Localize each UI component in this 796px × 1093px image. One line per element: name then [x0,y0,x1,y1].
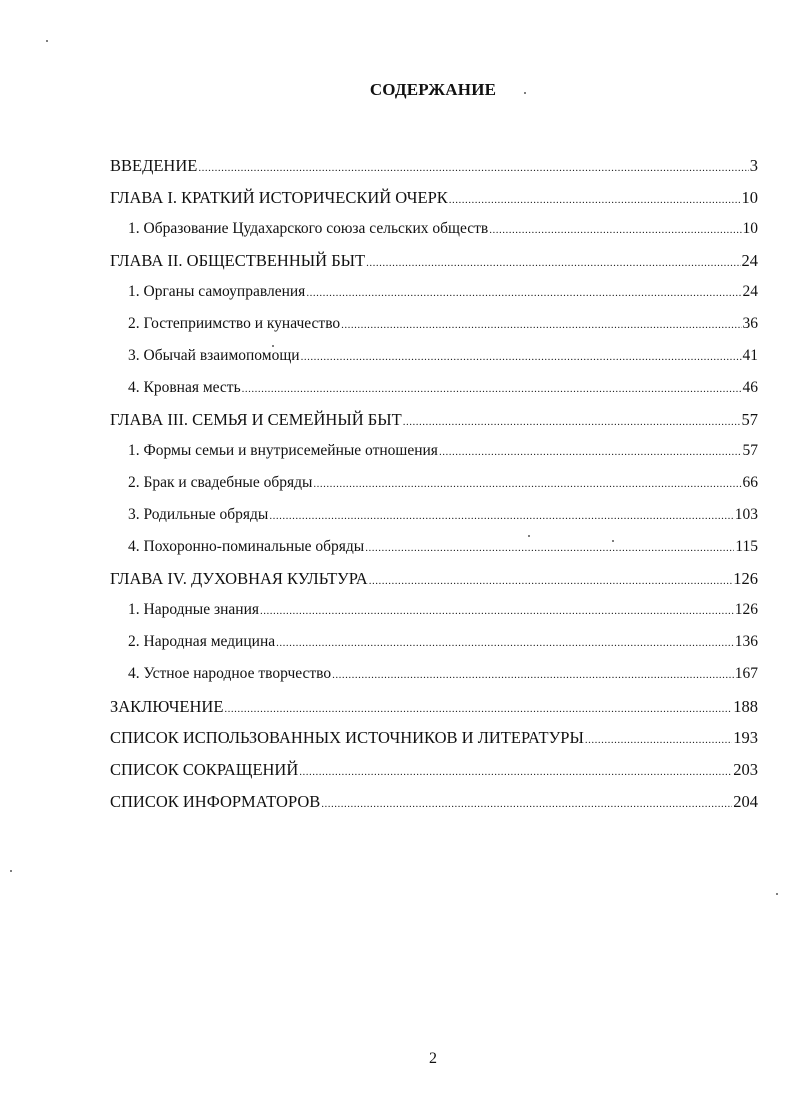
toc-entry [110,283,758,315]
toc-entry [110,792,758,824]
toc-entry [110,601,758,633]
toc-entry [110,474,758,506]
toc-entry-page: 57 [741,410,758,430]
toc-entry [110,728,758,760]
toc-entry-page: 36 [742,314,758,332]
table-of-contents [110,156,758,824]
scan-speck [524,92,526,94]
toc-entry-label: 4. Устное народное творчество [128,664,332,682]
toc-entry-page: 3 [749,156,758,175]
toc-entry [110,251,758,283]
toc-entry-page: 41 [742,346,758,364]
scan-speck [612,540,614,542]
toc-entry-page: 24 [742,283,758,301]
toc-entry-page: 203 [733,760,758,780]
toc-entry [110,315,758,347]
scan-speck [776,893,778,895]
toc-leader-dots [299,766,732,778]
toc-leader-dots [439,446,742,458]
toc-leader-dots [365,542,734,554]
toc-entry-label: 3. Обычай взаимопомощи [128,346,300,364]
toc-leader-dots [341,319,741,331]
toc-leader-dots [489,224,741,236]
toc-entry-page: 126 [733,569,758,589]
toc-entry-label: 4. Кровная месть [128,378,241,396]
toc-entry-page: 204 [733,791,758,811]
toc-entry-label: 2. Брак и свадебные обряды [128,473,313,491]
toc-leader-dots [321,798,732,810]
toc-entry [110,379,758,411]
toc-entry-page: 57 [742,442,758,460]
toc-entry-label: 1. Органы самоуправления [128,283,306,301]
toc-leader-dots [403,416,741,428]
toc-entry [110,188,758,220]
toc-leader-dots [369,575,733,587]
toc-leader-dots [585,734,732,746]
toc-leader-dots [269,510,733,522]
toc-entry [110,442,758,474]
toc-entry-page: 10 [741,187,758,207]
toc-entry-page: 167 [734,664,758,682]
toc-entry-page: 126 [734,601,758,619]
toc-leader-dots [332,669,734,681]
toc-leader-dots [301,351,742,363]
toc-entry [110,633,758,665]
toc-leader-dots [224,703,732,715]
toc-entry-label: ГЛАВА II. ОБЩЕСТВЕННЫЙ БЫТ [110,251,366,271]
toc-entry-page: 103 [734,505,758,523]
toc-entry-label: 2. Гостеприимство и куначество [128,314,341,332]
toc-entry-label: 1. Образование Цудахарского союза сельских обществ [128,219,489,237]
toc-entry-page: 10 [742,219,758,237]
toc-entry-page: 46 [742,378,758,396]
toc-entry-label: 2. Народная медицина [128,632,276,650]
toc-entry-label: СПИСОК СОКРАЩЕНИЙ [110,760,299,780]
scan-speck [10,870,12,872]
toc-entry-label: 1. Народные знания [128,601,259,619]
toc-leader-dots [260,605,734,617]
toc-entry [110,156,758,188]
toc-leader-dots [449,194,741,206]
toc-entry-label: ЗАКЛЮЧЕНИЕ [110,696,224,716]
toc-entry [110,665,758,697]
toc-entry-label: СПИСОК ИСПОЛЬЗОВАННЫХ ИСТОЧНИКОВ И ЛИТЕРАТУРЫ [110,728,584,748]
toc-entry-label: 1. Формы семьи и внутрисемейные отношения [128,442,438,460]
toc-leader-dots [366,257,740,269]
toc-entry [110,506,758,538]
toc-leader-dots [198,162,748,174]
page-number: 2 [429,1050,437,1067]
toc-entry [110,760,758,792]
toc-entry [110,569,758,601]
toc-entry-page: 136 [734,632,758,650]
toc-entry [110,220,758,252]
toc-entry-label: ГЛАВА III. СЕМЬЯ И СЕМЕЙНЫЙ БЫТ [110,410,402,430]
toc-entry-label: ГЛАВА IV. ДУХОВНАЯ КУЛЬТУРА [110,569,368,589]
toc-entry-label: 3. Родильные обряды [128,505,269,523]
toc-entry-page: 115 [735,537,758,555]
toc-entry-label: ГЛАВА I. КРАТКИЙ ИСТОРИЧЕСКИЙ ОЧЕРК [110,187,448,207]
toc-entry-label: ВВЕДЕНИЕ [110,156,198,175]
scan-speck [272,345,274,347]
toc-entry-page: 193 [733,728,758,748]
toc-entry-page: 188 [733,696,758,716]
toc-entry [110,697,758,729]
scan-speck [46,40,48,42]
toc-entry-label: 4. Похоронно-поминальные обряды [128,537,365,555]
toc-entry-page: 66 [742,473,758,491]
toc-entry [110,410,758,442]
toc-entry [110,538,758,570]
toc-entry-label: СПИСОК ИНФОРМАТОРОВ [110,791,321,811]
toc-leader-dots [306,287,741,299]
toc-leader-dots [313,478,741,490]
scan-speck [528,535,530,537]
page-title: СОДЕРЖАНИЕ [369,80,497,99]
toc-leader-dots [276,637,734,649]
toc-entry-page: 24 [741,251,758,271]
toc-entry [110,347,758,379]
toc-leader-dots [242,383,742,395]
